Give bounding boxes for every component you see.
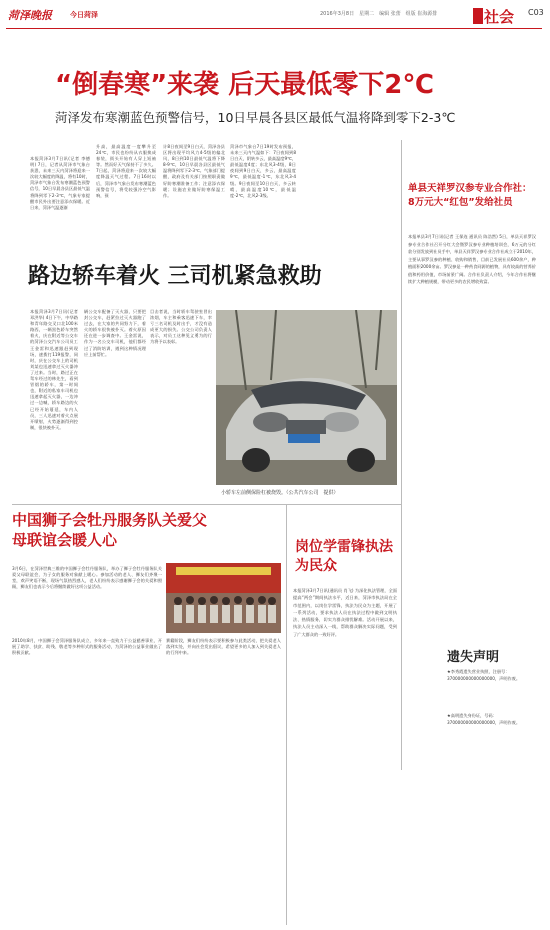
section-badge	[473, 3, 525, 28]
badge-label: 社会	[484, 8, 515, 26]
newspaper-logo: 菏泽晚报	[8, 9, 52, 22]
side-divider	[401, 140, 402, 640]
section-divider	[12, 504, 402, 505]
car-fire-photo	[216, 310, 397, 485]
lion-body-3: 赛籍阶段，狮友们纷纷表示要积极参与此类活动，把关爱老人落到实处，并向社会发出倡议，希望更多的人加入到关爱老人的行列中来。	[166, 638, 281, 656]
lost-notice-item: ★高明遗失身份证，号码：370000000000000000，声明作废。	[447, 713, 521, 725]
date-line: 2016年3月8日 星期二 编辑 张蕾 组版 崔海源排	[320, 11, 438, 17]
lion-body-1: 3月6日，在菏泽世典三维的中国狮子会牡丹服务队，举办了狮子会牡丹服务队关爱父母联谊会，为子女的服务对象献上暖心。参加活动的老人、狮友们齐聚一堂，欢声笑语不断，现场气氛热烈感人，老人们纷纷表示感谢狮子会的关爱和照顾，狮友们也表示今后将继续做好这项公益活动。	[12, 566, 162, 590]
lion-headline: 中国狮子会牡丹服务队关爱父母联谊会暖人心	[12, 511, 208, 549]
section-tag: 今日菏泽	[70, 11, 98, 19]
main-subheadline: 菏泽发布寒潮蓝色预警信号，10日早晨各县区最低气温将降到零下2-3℃	[55, 110, 456, 125]
column-divider	[286, 505, 287, 925]
lost-notice-item: ★李秀霞遗失营业执照，注册号：370000000000000000，声明作废。	[447, 669, 521, 681]
lost-notice-headline: 遗失声明	[447, 650, 500, 665]
main-body-col4: 菏泽市气象台7日19时发布预报，未来三天内气温如下：7日夜间到8日白天，阴转多云，最高温度9℃，最低温度4度；东北风3-4级，8日夜间到9日白天，多云，最高温度9℃，最低温度-1℃，东北风3-4级。9日夜间至10日白天，多云转晴，最高温度10℃，最低温度-2℃，北风2-3级。	[230, 144, 296, 198]
lost-divider	[401, 640, 402, 770]
page-number: C03	[528, 8, 544, 17]
badge-block-icon	[473, 8, 483, 24]
header-divider	[6, 28, 542, 29]
main-body-col2: 升高，最高温度一度攀升至24℃，市民也纷纷从衣服换成春装，街头开始有人穿上短袖等。然而好天气保持不了多久。7日起，菏泽将迎来一次较大幅度降温天气过程。7日16时以后，菏泽市气象台发布寒潮蓝色预警信号，将受较强冷空气影响，预	[96, 144, 156, 198]
post-body: 本报菏泽3月7日讯(通讯员 肖飞) 为深化执法管理，全面提高“两会”期间执法水平，近日来，菏泽市执法局在全市范围内，以岗位学雷锋，执法为民众为主题，开展了一系列活动，要求执法人员在执法过程中做到文明执法、热情服务，切实为群众排忧解难。活动开展以来，执法人员主动深入一线，帮助群众解决实际问题，受到了广大群众的一致好评。	[293, 588, 397, 637]
fire-body-col3: 目击者说，当时轿车驾驶室冒出浓烟，车主和乘客迅速下车，幸亏三名司机及时出手，才没有造成更大的损失。公交公司负责人表示，对员工这种见义勇为的行为将予以表彰。	[150, 309, 212, 345]
main-body-col1: 本报菏泽3月7日讯(记者 李德明) 7日，记者从菏泽市气象台获悉，未来三天内菏泽将迎来一次较大幅度的降温，将有10时，菏泽市气象台发布寒潮蓝色预警信号，10日早晨各县区最低气温将降到零下2-3℃，气象专家提醒市民外出要注意添衣保暖。近日来，菏泽气温逐渐	[30, 156, 90, 210]
post-headline: 岗位学雷锋执法为民众	[295, 539, 393, 574]
fire-body-col2: 辆公交车配备了灭火器，只要把封公交车，赶紧拉过灭火器跑了过去，在大家的共同努力下，着火的轿车很快被扑灭。着火原因还在进一步调查中。王金雷说，作为一名公交车司机，他们都经过了消防培训，遇到这种情况理应上前帮忙。	[84, 309, 146, 357]
photo-caption: 小轿车左前侧保险杠被烧毁。（公共汽车公司 提供）	[221, 490, 339, 496]
side-body: 本报单县3月7日讯(记者 王保连 通讯员 陈浩然) 5日，单县天祥罗汉参专业合作社召开分红大会暨罗汉参专业种植培训会，6万元的分红款分别发放到社员手中，单县天祥罗汉参专业合作社成立于2010年，主要从事罗汉参的种植、收购和销售，目前已发展社员600余户，种植面积2000余亩。罗汉参是一种药食同源的植物，具有较高的营养价值和药用价值，市场前景广阔。合作社负责人介绍，今年合作社将继续扩大种植规模，带动更多的农民增收致富。	[408, 234, 536, 284]
lion-body-2: 2010年8月，中国狮子会菏泽服务队成立，多年来一直致力于公益慈善事业，开展了助学、扶贫、助残、敬老等多种形式的服务活动，为菏泽的公益事业做出了积极贡献。	[12, 638, 162, 656]
side-headline: 单县天祥罗汉参专业合作社：8万元大“红包”发给社员	[408, 183, 532, 208]
lion-event-photo	[166, 563, 281, 633]
fire-body-col1: 本报菏泽3月7日讯(记者 邓洪华) 4日下午，中华路和青年路交叉口北100米路西，一辆黑色轿车突然着火，庆在附近等公交车的菏泽公交汽车公司员工王金雷和迅速跟赶到现场，速拨打119报警，同时，庆在公交车上的司机刘某也迅速拿过灭火器冲了过来。当时，路过正在驾车经过的林先生，看到冒烟的轿车，第一时间也，附近的私家车司机也迅速拿起灭火器，一边冲过一边喊，轿车路边的火已经开始蔓延，车内人员，三人迅速对着火点展开喷射，火势逐渐得到控制，很快被扑灭。	[30, 309, 78, 430]
main-body-col3: 计8日夜间至9日白天，菏泽各县区将出现平均风力4-5级的偏北风，8日到10日最低气温将下降8-9℃，10日早晨各县区最低气温将降到零下2-3℃。气象部门提醒，政府及有关部门按照职责做好防寒潮准备工作；注意添衣保暖；设施农业做好防寒保温工作。	[163, 144, 225, 198]
main-headline: “倒春寒”来袭 后天最低零下2℃	[55, 70, 434, 100]
fire-headline: 路边轿车着火 三司机紧急救助	[28, 264, 322, 289]
